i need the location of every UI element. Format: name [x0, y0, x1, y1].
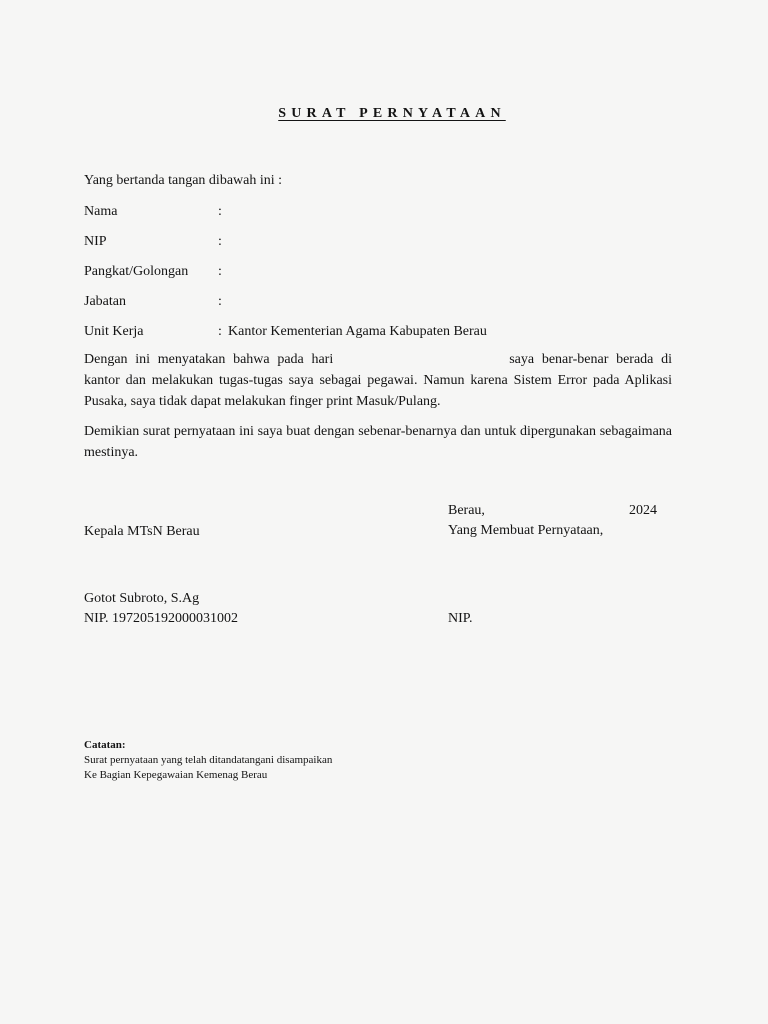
- left-signer-nip: NIP. 197205192000031002: [84, 611, 239, 626]
- closing-paragraph: Demikian surat pernyataan ini saya buat dengan sebenar-benarnya dan untuk dipergunakan sebagaimana mestinya.: [84, 424, 672, 460]
- field-label-jabatan: Jabatan: [84, 294, 126, 309]
- intro-text: Yang bertanda tangan dibawah ini :: [84, 173, 283, 188]
- right-signer-role: Yang Membuat Pernyataan,: [448, 523, 604, 538]
- statement-part-2: saya benar-benar berada di kantor dan melakukan tugas-tugas saya sebagai pegawai. Namun karena Sistem Error pada Aplikasi Pusaka, saya tidak dapat melakukan finger print Masuk/Pulang.: [84, 352, 672, 409]
- field-colon-jabatan: :: [218, 294, 222, 309]
- field-colon-pangkat: :: [218, 264, 222, 279]
- field-colon-unit-kerja: :: [218, 324, 222, 339]
- place-text: Berau,: [448, 503, 485, 518]
- field-label-nip: NIP: [84, 234, 107, 249]
- year-text: 2024: [629, 503, 657, 518]
- document-title: SURAT PERNYATAAN: [278, 106, 506, 121]
- note-heading: Catatan:: [84, 739, 126, 751]
- note-line-2: Ke Bagian Kepegawaian Kemenag Berau: [84, 769, 268, 781]
- statement-paragraph: [84, 349, 672, 412]
- left-signer-role: Kepala MTsN Berau: [84, 524, 200, 539]
- statement-part-1: Dengan ini menyatakan bahwa pada hari: [84, 352, 334, 367]
- note-line-1: Surat pernyataan yang telah ditandatangani disampaikan: [84, 754, 333, 766]
- field-value-unit-kerja: Kantor Kementerian Agama Kabupaten Berau: [228, 324, 487, 339]
- field-label-unit-kerja: Unit Kerja: [84, 324, 144, 339]
- field-colon-nama: :: [218, 204, 222, 219]
- field-label-pangkat: Pangkat/Golongan: [84, 264, 189, 279]
- field-colon-nip: :: [218, 234, 222, 249]
- right-signer-nip: NIP.: [448, 611, 473, 626]
- left-signer-name: Gotot Subroto, S.Ag: [84, 591, 200, 606]
- field-label-nama: Nama: [84, 204, 118, 219]
